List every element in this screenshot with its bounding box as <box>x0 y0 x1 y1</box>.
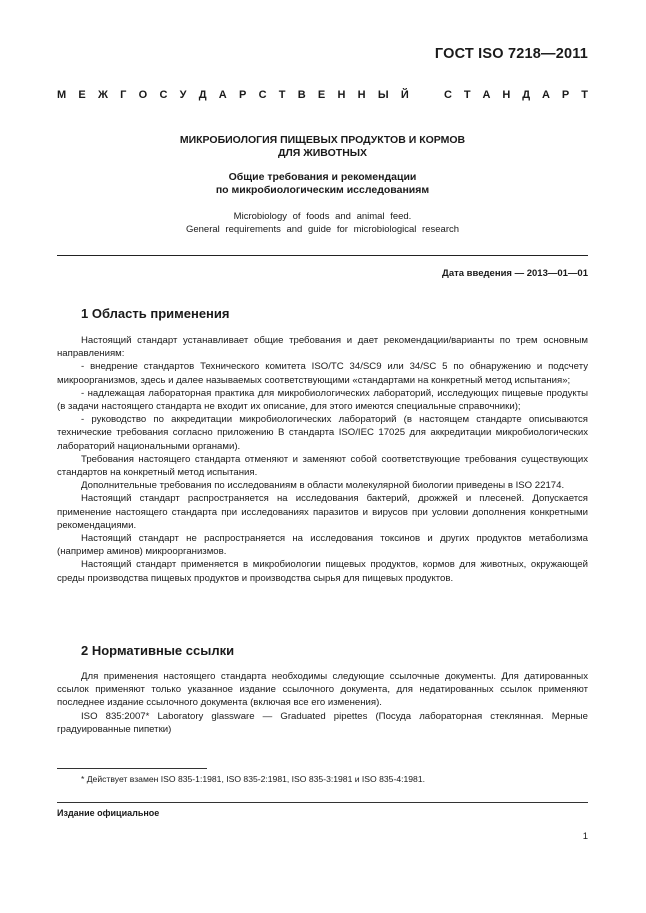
paragraph: Для применения настоящего стандарта необходимы следующие ссылочные документы. Для датированных ссылок применяют только указанное издание ссылочного документа, для недатированных ссылок применяют последнее издание ссылочного документа (включая все его изменения). <box>57 671 588 709</box>
banner-letter: О <box>138 89 148 101</box>
banner-word-standard <box>444 89 588 101</box>
banner-letter: Г <box>120 89 127 101</box>
subtitle-line: Общие требования и рекомендации <box>228 171 417 183</box>
paragraph: Настоящий стандарт распространяется на исследования бактерий, дрожжей и плесеней. Допускается применение настоящего стандарта при исследованиях паразитов и вирусов при условии дополнения конкретными рекомендациями. <box>57 493 588 531</box>
footer-divider <box>57 802 588 803</box>
banner-letter: Е <box>317 89 326 101</box>
banner-letter: С <box>444 89 452 101</box>
title-line: ДЛЯ ЖИВОТНЫХ <box>277 147 368 159</box>
page-number: 1 <box>582 831 588 842</box>
paragraph: Требования настоящего стандарта отменяют и заменяют собой соответствующие требования существующих стандартов на конкретный метод испытания. <box>57 453 588 479</box>
banner-letter: Р <box>561 89 570 101</box>
interstate-standard-banner <box>57 89 588 101</box>
banner-letter: В <box>297 89 306 101</box>
paragraph: Настоящий стандарт применяется в микробиологии пищевых продуктов, кормов для животных, окружающей среды производства пищевых продуктов и производства сырья для пищевых продуктов. <box>57 559 588 584</box>
banner-letter: Й <box>400 89 409 101</box>
section-heading-scope: 1 Область применения <box>81 306 230 321</box>
paragraph: - надлежащая лабораторная практика для микробиологических лабораторий, исследующих пищевые продукты (в задачи настоящего стандарта не входит их описание, для этого имеются специальные справочники); <box>57 387 588 413</box>
document-title <box>57 134 588 160</box>
title-block <box>57 134 588 236</box>
footnote-divider <box>57 768 207 769</box>
banner-letter: Н <box>357 89 366 101</box>
subtitle-line: по микробиологическим исследованиям <box>215 184 430 196</box>
section-heading-references: 2 Нормативные ссылки <box>81 643 235 658</box>
paragraph: - внедрение стандартов Технического комитета ISO/TC 34/SC9 или 34/SC 5 по обнаружению и подсчету микроорганизмов, здесь и далее называемых соответствующими «стандартами на конкретный метод испытания»; <box>57 361 588 386</box>
banner-letter: Ж <box>97 89 108 101</box>
header-divider <box>57 255 588 256</box>
paragraph: Настоящий стандарт устанавливает общие требования и дает рекомендации/варианты по трем основным направлениям: <box>57 335 588 360</box>
banner-letter: Н <box>337 89 346 101</box>
banner-letter: С <box>159 89 168 101</box>
banner-letter: А <box>482 89 491 101</box>
paragraph: ISO 835:2007* Laboratory glassware — Graduated pipettes (Посуда лабораторная стеклянная. Мерные градуированные пипетки) <box>57 710 588 735</box>
official-edition-label: Издание официальное <box>57 808 160 818</box>
english-title-line: Microbiology of foods and animal feed. <box>233 211 412 222</box>
banner-letter: Д <box>198 89 207 101</box>
banner-letter: Т <box>581 89 588 101</box>
paragraph: - руководство по аккредитации микробиологических лабораторий (в настоящем стандарте описываются технические требования согласно приложению В стандарта ISO/IEC 17025 для аккредитации микробиологических лабораторий национальными органами). <box>57 414 588 452</box>
title-line: МИКРОБИОЛОГИЯ ПИЩЕВЫХ ПРОДУКТОВ И КОРМОВ <box>179 134 466 146</box>
document-code: ГОСТ ISO 7218—2011 <box>434 46 588 62</box>
document-subtitle <box>57 171 588 197</box>
banner-letter: Н <box>502 89 511 101</box>
english-title-line: General requirements and guide for microbiological research <box>185 224 460 235</box>
banner-letter: Д <box>522 89 531 101</box>
banner-letter: Е <box>78 89 86 101</box>
banner-letter: С <box>258 89 267 101</box>
banner-letter: А <box>542 89 550 101</box>
banner-letter: Т <box>278 89 286 101</box>
banner-letter: М <box>57 89 67 101</box>
banner-letter: Р <box>238 89 247 101</box>
footnote: * Действует взамен ISO 835-1:1981, ISO 835-2:1981, ISO 835-3:1981 и ISO 835-4:1981. <box>81 774 425 784</box>
banner-letter: У <box>179 89 187 101</box>
section-body-references <box>57 670 588 736</box>
banner-word-interstate <box>57 89 409 101</box>
introduction-date: Дата введения — 2013—01—01 <box>442 268 588 279</box>
banner-letter: Ы <box>377 89 389 101</box>
section-body-scope <box>57 334 588 585</box>
english-title <box>57 210 588 236</box>
banner-letter: А <box>218 89 227 101</box>
banner-letter: Т <box>463 89 471 101</box>
paragraph: Дополнительные требования по исследованиям в области молекулярной биологии приведены в ISO 22174. <box>81 480 565 492</box>
paragraph: Настоящий стандарт не распространяется на исследования токсинов и других продуктов метаболизма (например аминов) микроорганизмов. <box>57 533 588 558</box>
